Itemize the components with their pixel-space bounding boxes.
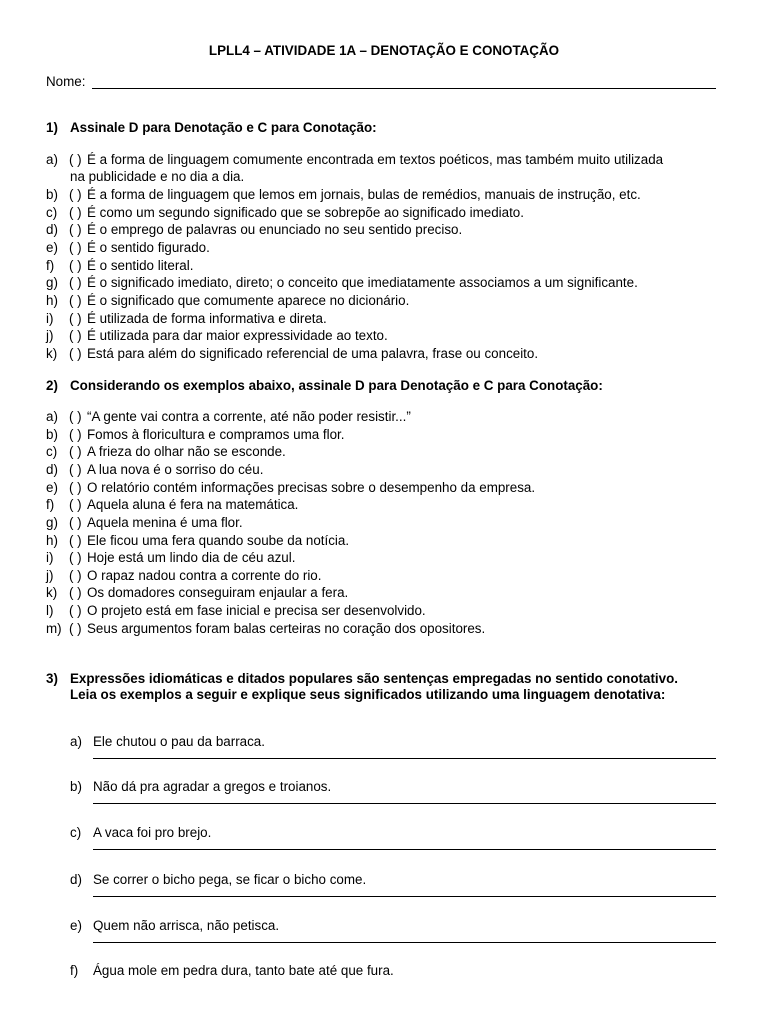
item-letter: i) — [46, 550, 54, 565]
q1-item-b — [46, 187, 726, 204]
q1-item-d — [46, 222, 726, 239]
item-letter: k) — [46, 585, 58, 600]
q2-item-a — [46, 409, 726, 426]
item-text: É o sentido figurado. — [87, 240, 210, 255]
item-letter: g) — [46, 515, 58, 530]
q2-item-h — [46, 533, 726, 550]
item-text: A lua nova é o sorriso do céu. — [87, 462, 264, 477]
answer-box[interactable]: ( ) — [69, 328, 82, 343]
item-letter: b) — [46, 187, 58, 202]
q1-item-c — [46, 205, 726, 222]
item-letter: h) — [46, 533, 58, 548]
answer-box[interactable]: ( ) — [69, 550, 82, 565]
item-text: Aquela menina é uma flor. — [87, 515, 243, 530]
q2-item-k — [46, 585, 726, 602]
name-label: Nome: — [46, 74, 86, 89]
answer-box[interactable]: ( ) — [69, 585, 82, 600]
item-letter: b) — [70, 779, 82, 794]
item-letter: f) — [46, 497, 55, 512]
item-text: Os domadores conseguiram enjaular a fera. — [87, 585, 349, 600]
answer-box[interactable]: ( ) — [69, 311, 82, 326]
q3-item-b — [70, 779, 716, 809]
answer-box[interactable]: ( ) — [69, 533, 82, 548]
item-text: Fomos à floricultura e compramos uma flor. — [87, 427, 345, 442]
q2-item-l — [46, 603, 726, 620]
answer-box[interactable]: ( ) — [69, 497, 82, 512]
q3-item-a — [70, 734, 716, 764]
item-text: É o emprego de palavras ou enunciado no seu sentido preciso. — [87, 222, 463, 237]
answer-box[interactable]: ( ) — [69, 462, 82, 477]
answer-box[interactable]: ( ) — [69, 568, 82, 583]
q3-heading-line1: Expressões idiomáticas e ditados populares são sentenças empregadas no sentido conotativo. — [70, 671, 678, 686]
answer-line[interactable] — [93, 849, 716, 850]
item-letter: c) — [46, 205, 58, 220]
q2-item-c — [46, 444, 726, 461]
item-letter: m) — [46, 621, 62, 636]
answer-box[interactable]: ( ) — [69, 427, 82, 442]
item-letter: g) — [46, 275, 58, 290]
item-letter: a) — [70, 734, 82, 749]
item-letter: c) — [70, 825, 82, 840]
q2-item-g — [46, 515, 726, 532]
item-letter: c) — [46, 444, 58, 459]
q2-number: 2) — [46, 378, 58, 393]
item-text: Se correr o bicho pega, se ficar o bicho come. — [93, 872, 367, 887]
answer-box[interactable]: ( ) — [69, 240, 82, 255]
item-text: O rapaz nadou contra a corrente do rio. — [87, 568, 322, 583]
name-field-row — [46, 74, 716, 92]
item-letter: d) — [70, 872, 82, 887]
item-letter: d) — [46, 222, 58, 237]
q1-item-j — [46, 328, 726, 345]
item-letter: d) — [46, 462, 58, 477]
item-text: Não dá pra agradar a gregos e troianos. — [93, 779, 332, 794]
q1-heading-text: Assinale D para Denotação e C para Conotação: — [70, 120, 377, 135]
q3-heading-line2: Leia os exemplos a seguir e explique seus significados utilizando uma linguagem denotativa: — [70, 687, 666, 702]
item-text: É como um segundo significado que se sobrepõe ao significado imediato. — [87, 205, 524, 220]
q1-item-g — [46, 275, 726, 292]
answer-line[interactable] — [93, 942, 716, 943]
item-text: Está para além do significado referencial de uma palavra, frase ou conceito. — [87, 346, 539, 361]
item-text: O relatório contém informações precisas sobre o desempenho da empresa. — [87, 480, 536, 495]
q2-item-d — [46, 462, 726, 479]
answer-box[interactable]: ( ) — [69, 444, 82, 459]
item-letter: a) — [46, 409, 58, 424]
item-text: Hoje está um lindo dia de céu azul. — [87, 550, 296, 565]
item-text: Ele ficou uma fera quando soube da notícia. — [87, 533, 350, 548]
item-text: Aquela aluna é fera na matemática. — [87, 497, 299, 512]
q3-item-c — [70, 825, 716, 855]
item-letter: e) — [46, 240, 58, 255]
answer-box[interactable]: ( ) — [69, 480, 82, 495]
item-letter: k) — [46, 346, 58, 361]
q1-item-k — [46, 346, 726, 363]
item-text: É o sentido literal. — [87, 258, 194, 273]
item-letter: f) — [46, 258, 55, 273]
item-text: Ele chutou o pau da barraca. — [93, 734, 265, 749]
answer-box[interactable]: ( ) — [69, 187, 82, 202]
q3-item-d — [70, 872, 716, 902]
item-text: “A gente vai contra a corrente, até não poder resistir...” — [87, 409, 411, 424]
q2-item-j — [46, 568, 726, 585]
item-text: É utilizada para dar maior expressividade ao texto. — [87, 328, 388, 343]
item-letter: e) — [46, 480, 58, 495]
q1-number: 1) — [46, 120, 58, 135]
page-title: LPLL4 – ATIVIDADE 1A – DENOTAÇÃO E CONOTAÇÃO — [208, 43, 560, 58]
q1-item-h — [46, 293, 726, 310]
answer-box[interactable]: ( ) — [69, 603, 82, 618]
item-text: Seus argumentos foram balas certeiras no coração dos opositores. — [87, 621, 486, 636]
item-letter: b) — [46, 427, 58, 442]
answer-box[interactable]: ( ) — [69, 409, 82, 424]
q2-item-m — [46, 621, 726, 638]
item-text: Água mole em pedra dura, tanto bate até que fura. — [93, 963, 394, 978]
q2-item-b — [46, 427, 726, 444]
q3-item-f — [70, 963, 716, 993]
item-letter: l) — [46, 603, 54, 618]
q2-item-f — [46, 497, 726, 514]
item-text-continued: na publicidade e no dia a dia. — [70, 169, 245, 184]
item-letter: a) — [46, 152, 58, 167]
item-letter: j) — [46, 568, 54, 583]
q3-number: 3) — [46, 671, 58, 686]
answer-box[interactable]: ( ) — [69, 515, 82, 530]
item-letter: j) — [46, 328, 54, 343]
answer-box[interactable]: ( ) — [69, 222, 82, 237]
name-answer-line[interactable] — [92, 88, 716, 89]
answer-box[interactable]: ( ) — [69, 152, 82, 167]
q2-item-i — [46, 550, 726, 567]
answer-line[interactable] — [93, 896, 716, 897]
item-text: É o significado que comumente aparece no dicionário. — [87, 293, 410, 308]
item-letter: e) — [70, 918, 82, 933]
q1-item-f — [46, 258, 726, 275]
q2-item-e — [46, 480, 726, 497]
q1-item-a — [46, 152, 726, 184]
item-text: É o significado imediato, direto; o conceito que imediatamente associamos a um significante. — [87, 275, 638, 290]
q2-heading-text: Considerando os exemplos abaixo, assinale D para Denotação e C para Conotação: — [70, 378, 603, 393]
item-letter: i) — [46, 311, 54, 326]
answer-box[interactable]: ( ) — [69, 346, 82, 361]
answer-box[interactable]: ( ) — [69, 205, 82, 220]
q1-item-i — [46, 311, 726, 328]
item-text: É utilizada de forma informativa e direta. — [87, 311, 327, 326]
q1-item-e — [46, 240, 726, 257]
item-text: O projeto está em fase inicial e precisa ser desenvolvido. — [87, 603, 426, 618]
item-text: É a forma de linguagem comumente encontrada em textos poéticos, mas também muito utilizada — [87, 152, 664, 167]
answer-box[interactable]: ( ) — [69, 275, 82, 290]
item-text: A vaca foi pro brejo. — [93, 825, 212, 840]
item-letter: h) — [46, 293, 58, 308]
answer-line[interactable] — [93, 803, 716, 804]
item-text: A frieza do olhar não se esconde. — [87, 444, 286, 459]
item-text: Quem não arrisca, não petisca. — [93, 918, 280, 933]
answer-box[interactable]: ( ) — [69, 258, 82, 273]
q3-item-e — [70, 918, 716, 948]
item-text: É a forma de linguagem que lemos em jornais, bulas de remédios, manuais de instrução, etc. — [87, 187, 641, 202]
answer-box[interactable]: ( ) — [69, 293, 82, 308]
item-letter: f) — [70, 963, 79, 978]
answer-line[interactable] — [93, 758, 716, 759]
answer-box[interactable]: ( ) — [69, 621, 82, 636]
